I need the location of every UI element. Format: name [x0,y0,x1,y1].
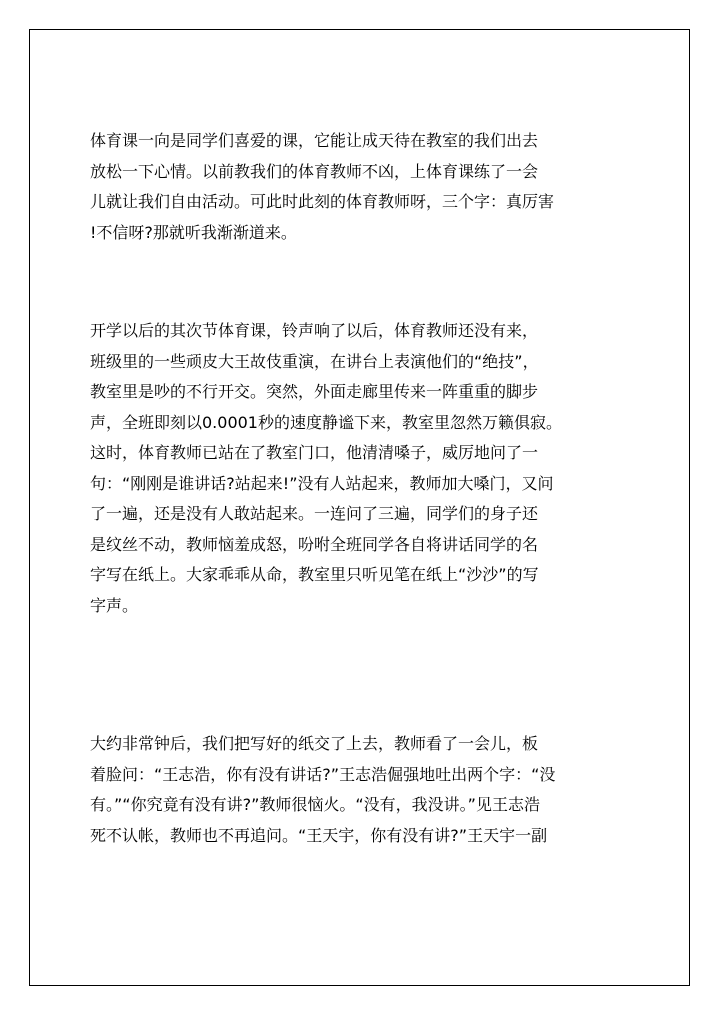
text-line: 教室里是吵的不行开交。突然，外面走廊里传来一阵重重的脚步 [90,382,539,401]
text-line: 句：“刚刚是谁讲话?站起来!”没有人站起来，教师加大嗓门，又问 [90,473,554,493]
paragraph-1 [90,126,635,248]
text-line: 大约非常钟后，我们把写好的纸交了上去，教师看了一会儿，板 [90,734,539,753]
text-line: !不信呀?那就听我渐渐道来。 [90,222,297,242]
text-line: 儿就让我们自由活动。可此时此刻的体育教师呀，三个字：真厉害 [90,192,555,211]
paragraph-2 [90,316,635,621]
text-line: 着脸问：“王志浩，你有没有讲话?”王志浩倔强地吐出两个字：“没 [90,764,556,784]
text-line: 字写在纸上。大家乖乖从命，教室里只听见笔在纸上“沙沙”的写 [90,565,539,584]
text-line: 放松一下心情。以前教我们的体育教师不凶，上体育课练了一会 [90,161,539,181]
paragraph-3 [90,729,635,851]
text-line: 有。”“你究竟有没有讲?”教师很恼火。“没有，我没讲。”见王志浩 [90,795,540,814]
text-line: 字声。 [90,595,139,615]
text-line: 死不认帐，教师也不再追问。“王天宇，你有没有讲?”王天宇一副 [90,825,548,845]
text-line: 是纹丝不动，教师恼羞成怒，吩咐全班同学各自将讲话同学的名 [90,534,539,554]
text-line: 声，全班即刻以0.0001秒的速度静谧下来，教室里忽然万籁俱寂。 [90,412,562,432]
text-line: 体育课一向是同学们喜爱的课，它能让成天待在教室的我们出去 [90,131,539,150]
text-line: 班级里的一些顽皮大王故伎重演，在讲台上表演他们的“绝技”， [90,351,539,371]
text-line: 这时，体育教师已站在了教室门口，他清清嗓子，威厉地问了一 [90,443,539,462]
text-line: 了一遍，还是没有人敢站起来。一连问了三遍，同学们的身子还 [90,504,539,523]
text-line: 开学以后的其次节体育课，铃声响了以后，体育教师还没有来， [90,321,539,340]
